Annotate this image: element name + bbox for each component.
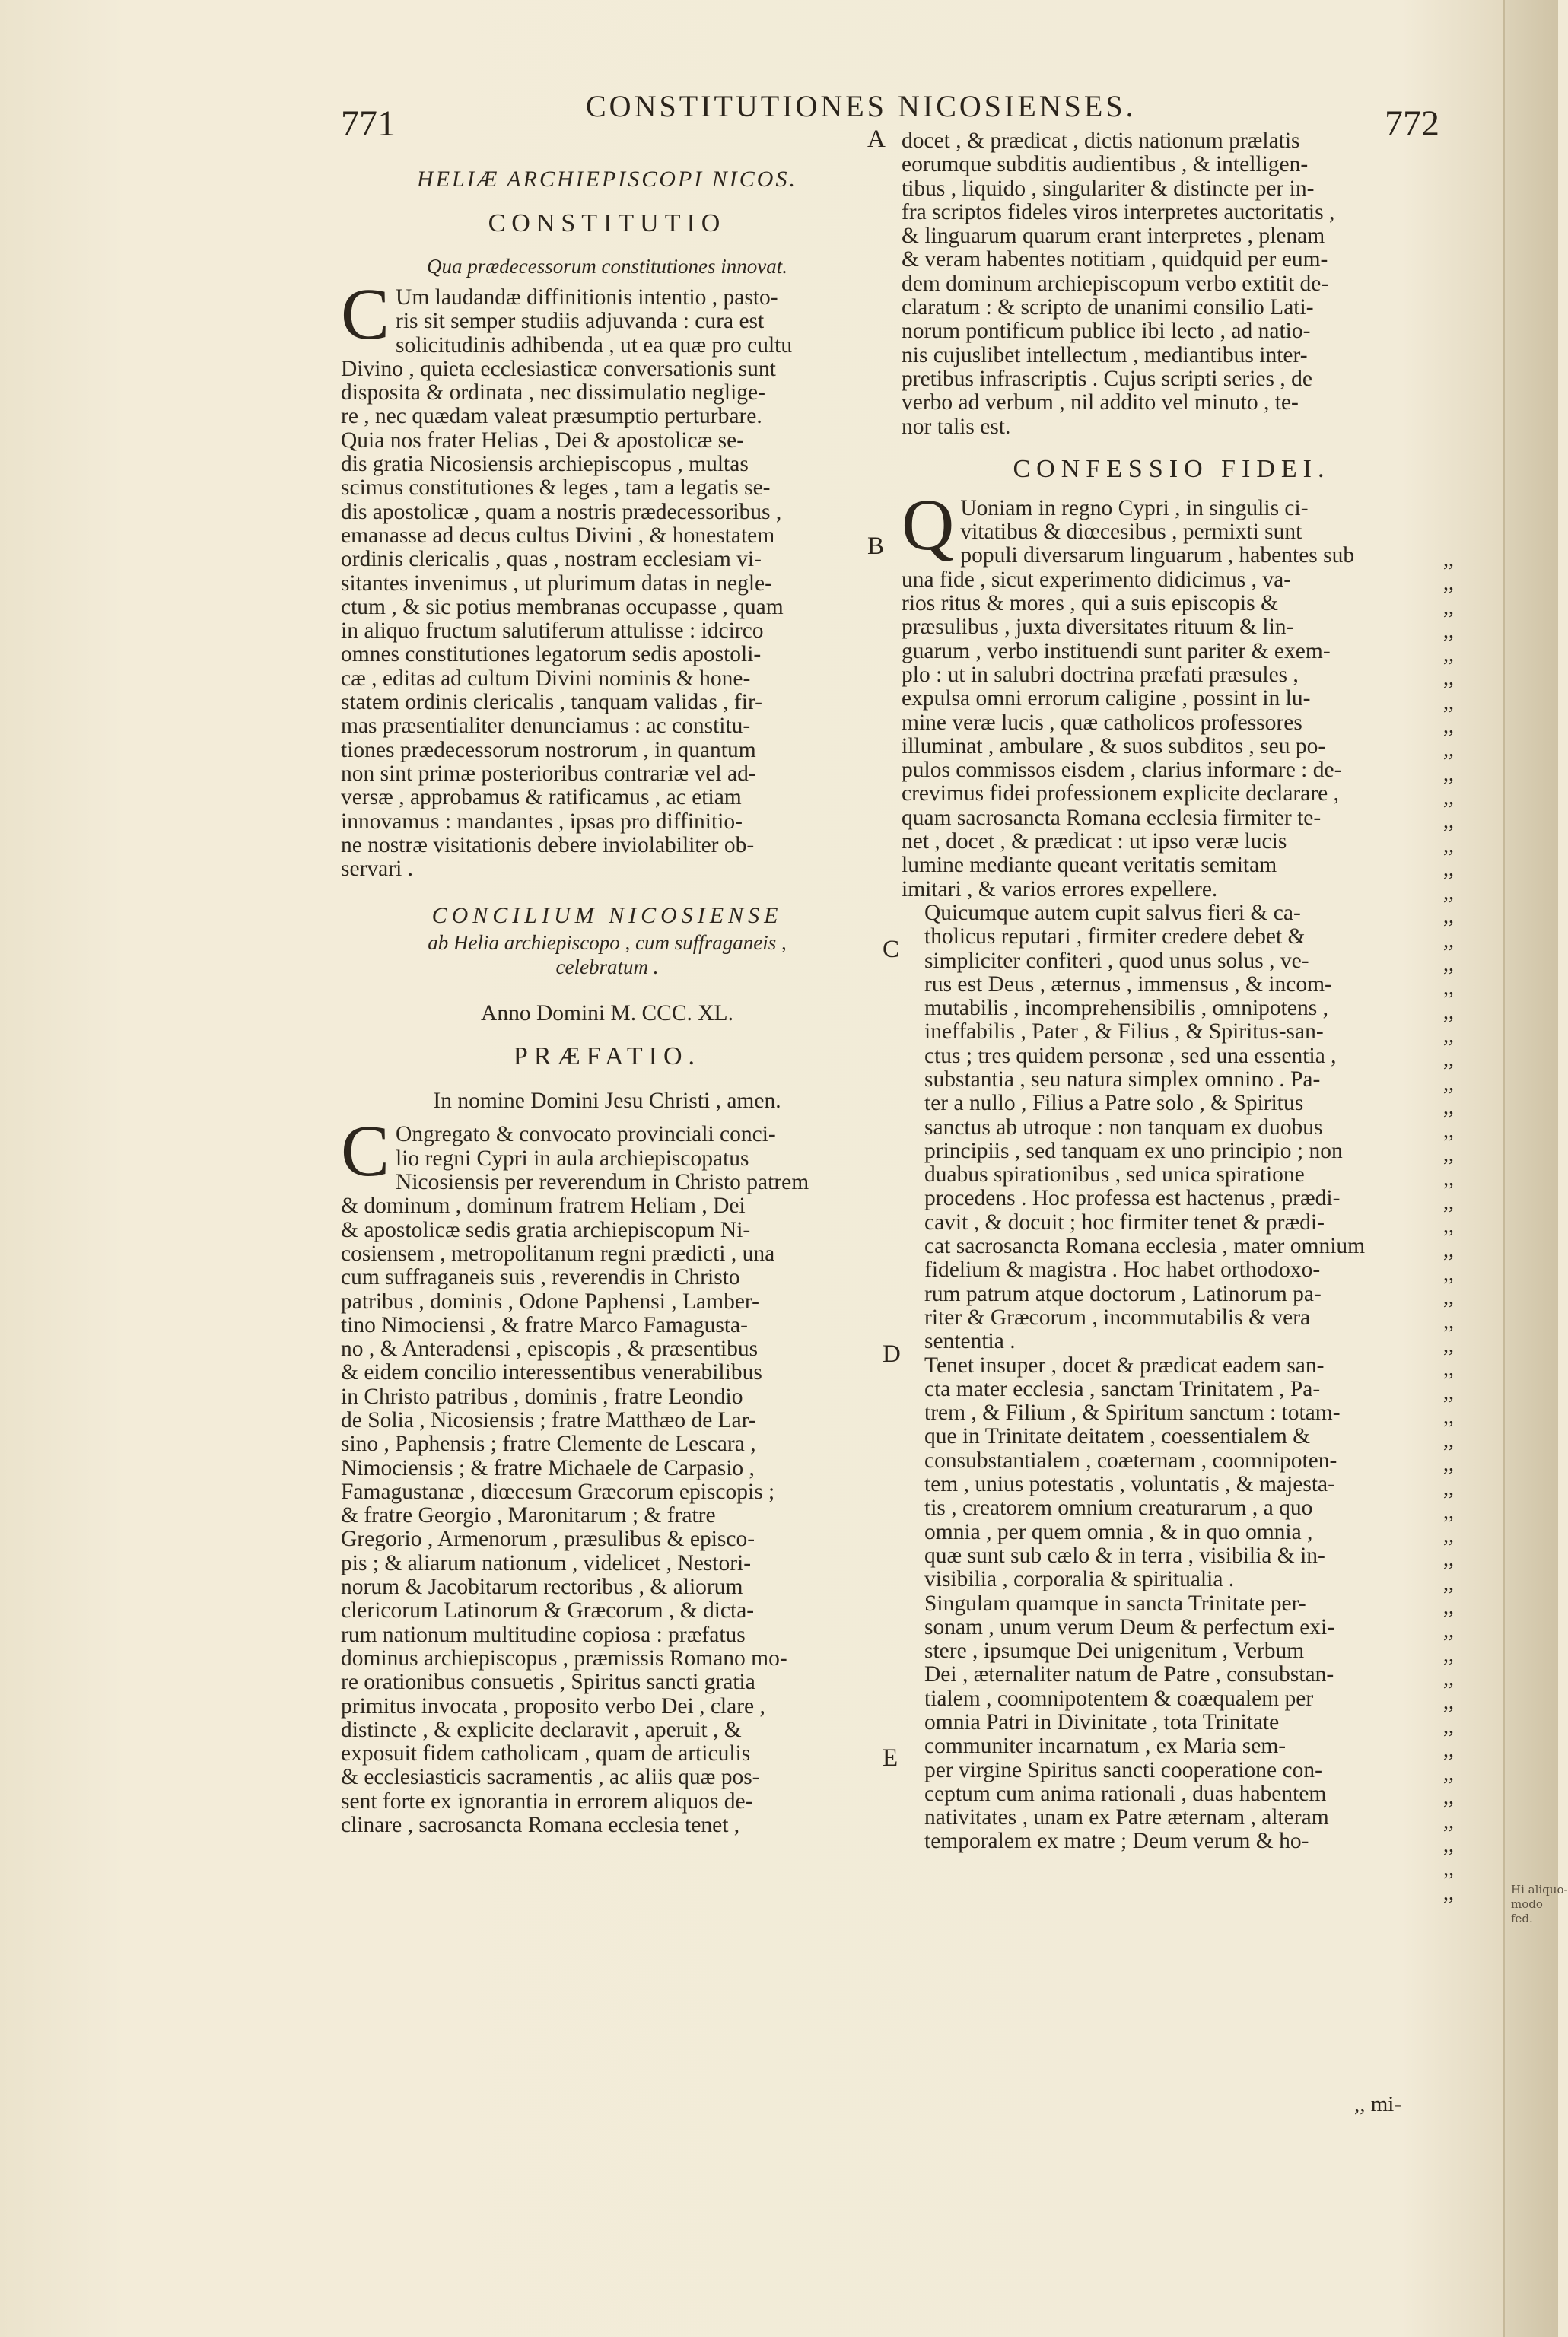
margin-letter-d: D — [883, 1340, 901, 1368]
quote-mark: ,, — [1443, 548, 1454, 571]
quote-mark: ,, — [1443, 1666, 1454, 1690]
concilium-subtitle: ab Helia archiepiscopo , cum suffraganeis , — [428, 931, 787, 955]
quote-mark: ,, — [1443, 1023, 1454, 1048]
text-line: præsulibus , juxta diversitates rituum & lin- — [902, 615, 1294, 640]
text-line: fidelium & magistra . Hoc habet orthodoxo- — [924, 1258, 1321, 1283]
text-line: & fratre Georgio , Maronitarum ; & fratre — [341, 1503, 716, 1528]
quote-mark: ,, — [1443, 1619, 1454, 1643]
text-line: rus est Deus , æternus , immensus , & incom- — [924, 971, 1332, 997]
quote-mark: ,, — [1443, 857, 1454, 881]
text-line: quæ sunt sub cælo & in terra , visibilia & in- — [924, 1543, 1325, 1568]
author-heading: HELIÆ ARCHIEPISCOPI NICOS. — [417, 167, 797, 192]
text-line: emanasse ad decus cultus Divini , & honestatem — [341, 523, 775, 548]
text-line: una fide , sicut experimento didicimus , va- — [902, 567, 1292, 592]
text-line: simpliciter confiteri , quod unus solus , ve- — [924, 948, 1309, 973]
text-line: dis apostolicæ , quam a nostris prædecessoribus , — [341, 499, 782, 524]
quote-mark: ,, — [1443, 1690, 1454, 1715]
text-line: non sint primæ posterioribus contrariæ vel ad- — [341, 761, 756, 786]
text-line: pulos commissos eisdem , clarius informare : de- — [902, 758, 1342, 783]
text-line: scimus constitutiones & leges , tam a legatis se- — [341, 475, 771, 501]
text-line: populi diversarum linguarum , habentes sub — [960, 543, 1355, 568]
text-line: solicitudinis adhibenda , ut ea quæ pro cultu — [396, 332, 793, 358]
text-line: tino Nimociensi , & fratre Marco Famagusta- — [341, 1312, 748, 1337]
text-line: principiis , sed tanquam ex uno principio ; non — [924, 1138, 1343, 1163]
text-line: omnes constitutiones legatorum sedis apostoli- — [341, 642, 762, 667]
text-line: Divino , quieta ecclesiasticæ conversationis sunt — [341, 356, 776, 381]
drop-cap: Q — [902, 483, 955, 565]
quote-mark: ,, — [1443, 1642, 1454, 1667]
text-line: pis ; & aliarum nationum , videlicet , Nestori- — [341, 1550, 752, 1575]
quote-mark: ,, — [1443, 1452, 1454, 1477]
text-line: dominus archiepiscopus , præmissis Romano mo- — [341, 1645, 787, 1671]
text-line: tem , unius potestatis , voluntatis , & majesta- — [924, 1472, 1335, 1497]
quote-mark: ,, — [1443, 1048, 1454, 1072]
quote-mark: ,, — [1443, 905, 1454, 929]
text-line: verbo ad verbum , nil addito vel minuto , te- — [902, 390, 1299, 415]
text-line: cosiensem , metropolitanum regni prædicti , una — [341, 1241, 775, 1266]
text-line: expulsa omni errorum caligine , possint in lu- — [902, 686, 1311, 711]
text-line: re orationibus consuetis , Spiritus sancti gratia — [341, 1670, 755, 1695]
anno-line: Anno Domini M. CCC. XL. — [481, 1001, 733, 1026]
text-line: substantia , seu natura simplex omnino . Pa- — [924, 1067, 1321, 1092]
quote-mark: ,, — [1443, 1166, 1454, 1191]
text-line: in Christo patribus , dominis , fratre Leondio — [341, 1384, 743, 1409]
quote-mark: ,, — [1443, 928, 1454, 952]
text-line: net , docet , & prædicat : ut ipso veræ lucis — [902, 829, 1287, 854]
quote-mark: ,, — [1443, 1143, 1454, 1167]
text-line: Quia nos frater Helias , Dei & apostolicæ se- — [341, 428, 745, 453]
quote-mark: ,, — [1443, 1238, 1454, 1262]
text-line: tholicus reputari , firmiter credere debet & — [924, 924, 1306, 949]
text-line: distincte , & explicite declaravit , aperuit , & — [341, 1717, 742, 1742]
text-line: cta mater ecclesia , sanctam Trinitatem , Pa- — [924, 1376, 1321, 1401]
margin-letter-c: C — [883, 936, 900, 963]
text-line: sitantes invenimus , ut plurimum datas in negle- — [341, 571, 772, 596]
quote-mark: ,, — [1443, 714, 1454, 739]
quote-mark: ,, — [1443, 1809, 1454, 1833]
text-line: innovamus : mandantes , ipsas pro diffinitio- — [341, 809, 743, 834]
text-line: mutabilis , incomprehensibilis , omnipotens , — [924, 996, 1328, 1021]
quote-mark: ,, — [1443, 1071, 1454, 1095]
text-line: Dei , æternaliter natum de Patre , consubstan- — [924, 1662, 1334, 1687]
text-line: crevimus fidei professionem explicite declarare , — [902, 781, 1340, 806]
text-line: in aliquo fructum salutiferum attulisse : idcirco — [341, 618, 764, 644]
quote-mark: ,, — [1443, 833, 1454, 857]
text-line: & eidem concilio interessentibus venerabilibus — [341, 1360, 762, 1385]
text-line: clinare , sacrosancta Romana ecclesia tenet , — [341, 1813, 740, 1838]
text-line: lumine mediante queant veritatis semitam — [902, 853, 1277, 878]
text-line: vitatibus & diœcesibus , permixti sunt — [960, 520, 1302, 545]
text-line: de Solia , Nicosiensis ; fratre Matthæo de Lar- — [341, 1407, 756, 1432]
quote-mark: ,, — [1443, 690, 1454, 714]
text-line: primitus invocata , proposito verbo Dei , clare , — [341, 1693, 765, 1719]
text-line: procedens . Hoc professa est hactenus , prædi- — [924, 1186, 1341, 1211]
text-line: ordinis clericalis , quas , nostram ecclesiam vi- — [341, 547, 762, 572]
text-line: pretibus infrascriptis . Cujus scripti series , de — [902, 366, 1312, 391]
text-line: ceptum cum anima rationali , duas habentem — [924, 1781, 1327, 1806]
right-column — [902, 129, 1442, 1854]
text-line: ne nostræ visitationis debere inviolabiliter ob- — [341, 832, 755, 857]
text-line: guarum , verbo instituendi sunt pariter & exem- — [902, 638, 1331, 663]
text-line: sonam , unum verum Deum & perfectum exi- — [924, 1614, 1335, 1639]
continuation-paragraph — [902, 129, 1442, 439]
text-line: sino , Paphensis ; fratre Clemente de Lescara , — [341, 1432, 756, 1457]
text-line: sententia . — [924, 1329, 1016, 1354]
praefatio-paragraph — [341, 1110, 873, 1838]
confessio-paragraph-2 — [902, 901, 1442, 1354]
text-line: cum suffraganeis suis , reverendis in Christo — [341, 1265, 740, 1290]
text-line: Quicumque autem cupit salvus fieri & ca- — [924, 900, 1301, 925]
text-line: nis cujuslibet intellectum , mediantibus inter- — [902, 342, 1308, 367]
text-line: ctum , & sic potius membranas occupasse , quam — [341, 594, 784, 619]
left-column — [341, 129, 873, 1837]
quote-mark: ,, — [1443, 1000, 1454, 1024]
text-line: tiones prædecessorum nostrorum , in quantum — [341, 737, 756, 762]
quote-mark: ,, — [1443, 809, 1454, 834]
quote-marks-column — [1443, 548, 1454, 1905]
margin-letter-a: A — [867, 126, 886, 153]
quote-mark: ,, — [1443, 1833, 1454, 1858]
text-line: Ongregato & convocato provinciali conci- — [396, 1122, 776, 1147]
text-line: Singulam quamque in sancta Trinitate per- — [924, 1591, 1306, 1616]
quote-mark: ,, — [1443, 1333, 1454, 1357]
text-line: sanctus ab utroque : non tanquam ex duobus — [924, 1114, 1323, 1140]
text-line: no , & Anteradensi , episcopis , & præsentibus — [341, 1337, 759, 1362]
confessio-paragraph-3 — [902, 1354, 1442, 1592]
text-line: ris sit semper studiis adjuvanda : cura est — [396, 309, 765, 334]
constitutio-paragraph — [341, 273, 873, 882]
text-line: consubstantialem , coæternam , coomnipoten- — [924, 1448, 1337, 1473]
quote-mark: ,, — [1443, 1286, 1454, 1310]
text-line: Uoniam in regno Cypri , in singulis ci- — [960, 495, 1309, 520]
quote-mark: ,, — [1443, 1857, 1454, 1881]
text-line: plo : ut in salubri doctrina præfati præsules , — [902, 662, 1299, 687]
text-line: patribus , dominis , Odone Paphensi , Lamber- — [341, 1289, 759, 1314]
text-line: & apostolicæ sedis gratia archiepiscopum Ni- — [341, 1217, 751, 1242]
text-line: per virgine Spiritus sancti cooperatione con- — [924, 1757, 1322, 1782]
quote-mark: ,, — [1443, 1547, 1454, 1572]
edge-note — [1511, 1883, 1568, 1926]
text-line: dem dominum archiepiscopum verbo extitit de- — [902, 271, 1329, 296]
quote-mark: ,, — [1443, 738, 1454, 762]
text-line: ctus ; tres quidem personæ , sed una essentia , — [924, 1043, 1337, 1068]
quote-mark: ,, — [1443, 571, 1454, 596]
quote-mark: ,, — [1443, 1524, 1454, 1548]
quote-mark: ,, — [1443, 1476, 1454, 1500]
drop-cap: C — [341, 273, 390, 355]
quote-mark: ,, — [1443, 643, 1454, 667]
text-line: claratum : & scripto de unanimi consilio Lati- — [902, 295, 1314, 320]
text-line: riter & Græcorum , incommutabilis & vera — [924, 1305, 1311, 1330]
text-line: re , nec quædam valeat præsumptio perturbare. — [341, 404, 762, 429]
text-line: rum patrum atque doctorum , Latinorum pa- — [924, 1281, 1322, 1306]
text-line: & ecclesiasticis sacramentis , ac aliis quæ pos- — [341, 1765, 760, 1790]
quote-mark: ,, — [1443, 1404, 1454, 1429]
quote-mark: ,, — [1443, 1214, 1454, 1238]
quote-mark: ,, — [1443, 1714, 1454, 1738]
quote-mark: ,, — [1443, 666, 1454, 691]
text-line: ter a nullo , Filius a Patre solo , & Spiritus — [924, 1091, 1304, 1116]
quote-mark: ,, — [1443, 618, 1454, 643]
concilium-subtitle: celebratum . — [555, 955, 659, 979]
edge-note-line: Hi aliquo- — [1511, 1883, 1568, 1897]
quote-mark: ,, — [1443, 1571, 1454, 1595]
text-line: tialem , coomnipotentem & coæqualem per — [924, 1686, 1314, 1711]
text-line: mine veræ lucis , quæ catholicos professores — [902, 710, 1302, 735]
text-line: & linguarum quarum erant interpretes , plenam — [902, 224, 1325, 249]
text-line: eorumque subditis audientibus , & intelligen- — [902, 152, 1309, 177]
text-line: statem ordinis clericalis , tanquam validas , fir- — [341, 690, 763, 715]
text-line: stere , ipsumque Dei unigenitum , Verbum — [924, 1639, 1305, 1664]
text-line: servari . — [341, 857, 414, 882]
text-line: communiter incarnatum , ex Maria sem- — [924, 1734, 1287, 1759]
text-line: illuminat , ambulare , & suos subditos , seu po- — [902, 733, 1326, 758]
text-line: disposita & ordinata , nec dissimulatio neglige- — [341, 380, 765, 405]
text-line: quam sacrosancta Romana ecclesia firmiter te- — [902, 805, 1322, 830]
quote-mark: ,, — [1443, 785, 1454, 809]
text-line: dis gratia Nicosiensis archiepiscopus , multas — [341, 452, 749, 477]
text-line: trem , & Filium , & Spiritum sanctum : totam- — [924, 1401, 1341, 1426]
quote-mark: ,, — [1443, 952, 1454, 977]
text-line: Famagustanæ , diœcesum Græcorum episcopis ; — [341, 1479, 775, 1504]
quote-mark: ,, — [1443, 1785, 1454, 1810]
text-line: nor talis est. — [902, 414, 1011, 439]
text-line: rios ritus & mores , qui a suis episcopis & — [902, 591, 1278, 616]
text-line: Nimociensis ; & fratre Michaele de Carpasio , — [341, 1455, 755, 1480]
quote-mark: ,, — [1443, 881, 1454, 905]
text-line: temporalem ex matre ; Deum verum & ho- — [924, 1829, 1309, 1854]
section-subtitle: Qua prædecessorum constitutiones innovat. — [427, 255, 787, 278]
section-title: CONSTITUTIO — [488, 209, 727, 237]
quote-mark: ,, — [1443, 1499, 1454, 1524]
quote-mark: ,, — [1443, 762, 1454, 786]
text-line: cæ , editas ad cultum Divini nominis & hone- — [341, 666, 751, 691]
text-line: mas præsentialiter denunciamus : ac constitu- — [341, 714, 751, 739]
quote-mark: ,, — [1443, 1119, 1454, 1143]
text-line: omnia , per quem omnia , & in quo omnia , — [924, 1519, 1313, 1544]
text-line: imitari , & varios errores expellere. — [902, 876, 1218, 901]
page-number-left: 771 — [341, 103, 396, 144]
text-line: & veram habentes notitiam , quidquid per eum- — [902, 247, 1328, 272]
text-line: que in Trinitate deitatem , coessentialem & — [924, 1424, 1311, 1449]
text-line: docet , & prædicat , dictis nationum prælatis — [902, 129, 1300, 153]
quote-mark: ,, — [1443, 1428, 1454, 1452]
text-line: Gregorio , Armenorum , præsulibus & episco- — [341, 1527, 755, 1552]
text-line: visibilia , corporalia & spiritualia . — [924, 1567, 1235, 1592]
text-line: norum & Jacobitarum rectoribus , & aliorum — [341, 1575, 743, 1600]
text-line: exposuit fidem catholicam , quam de articulis — [341, 1741, 751, 1766]
text-line: sent forte ex ignorantia in errorem aliquos de- — [341, 1789, 753, 1814]
text-line: tis , creatorem omnium creaturarum , a quo — [924, 1496, 1313, 1521]
quote-mark: ,, — [1443, 1762, 1454, 1786]
text-line: fra scriptos fideles viros interpretes auctoritatis , — [902, 199, 1335, 224]
page-number-right: 772 — [1385, 103, 1439, 144]
quote-mark: ,, — [1443, 1381, 1454, 1405]
quote-mark: ,, — [1443, 1881, 1454, 1905]
margin-letter-b: B — [867, 533, 885, 560]
text-line: nativitates , unam ex Patre æternam , alteram — [924, 1805, 1329, 1830]
quote-mark: ,, — [1443, 595, 1454, 619]
text-line: cat sacrosancta Romana ecclesia , mater omnium — [924, 1234, 1366, 1259]
text-line: ineffabilis , Pater , & Filius , & Spiritus-san- — [924, 1019, 1324, 1044]
adjacent-page-edge — [1503, 0, 1568, 2337]
text-line: & dominum , dominum fratrem Heliam , Dei — [341, 1194, 746, 1219]
quote-mark: ,, — [1443, 1261, 1454, 1286]
text-line: rum nationum multitudine copiosa : præfatus — [341, 1622, 746, 1647]
concilium-title: CONCILIUM NICOSIENSE — [431, 903, 783, 929]
confessio-paragraph — [902, 483, 1442, 901]
confessio-paragraph-4 — [902, 1592, 1442, 1854]
text-line: cavit , & docuit ; hoc firmiter tenet & prædi- — [924, 1210, 1325, 1235]
quote-mark: ,, — [1443, 1309, 1454, 1334]
text-line: versæ , approbamus & ratificamus , ac etiam — [341, 785, 742, 810]
edge-note-line: fed. — [1511, 1912, 1533, 1925]
text-line: clericorum Latinorum & Græcorum , & dicta- — [341, 1598, 755, 1623]
edge-note-line: modo — [1511, 1897, 1543, 1911]
text-line: Tenet insuper , docet & prædicat eadem san- — [924, 1353, 1325, 1378]
quote-mark: ,, — [1443, 1738, 1454, 1762]
text-line: norum pontificum publice ibi lecto , ad natio- — [902, 319, 1311, 344]
text-line: Um laudandæ diffinitionis intentio , pasto- — [396, 285, 778, 310]
confessio-title: CONFESSIO FIDEI. — [1013, 454, 1331, 483]
catchword: ,, mi- — [1354, 2092, 1402, 2116]
text-line: tibus , liquido , singulariter & distincte per in- — [902, 176, 1315, 201]
invocation-line: In nomine Domini Jesu Christi , amen. — [433, 1089, 781, 1114]
quote-mark: ,, — [1443, 1357, 1454, 1382]
quote-mark: ,, — [1443, 1595, 1454, 1620]
text-line: omnia Patri in Divinitate , tota Trinitate — [924, 1710, 1280, 1734]
text-line: Nicosiensis per reverendum in Christo patrem — [396, 1170, 809, 1195]
quote-mark: ,, — [1443, 976, 1454, 1000]
praefatio-title: PRÆFATIO. — [513, 1042, 701, 1071]
quote-mark: ,, — [1443, 1095, 1454, 1119]
margin-letter-e: E — [883, 1744, 898, 1772]
drop-cap: C — [341, 1110, 390, 1192]
running-head: CONSTITUTIONES NICOSIENSES. — [586, 89, 1137, 123]
text-line: lio regni Cypri in aula archiepiscopatus — [396, 1146, 749, 1171]
text-line: duabus spirationibus , sed unica spiratione — [924, 1162, 1305, 1188]
quote-mark: ,, — [1443, 1191, 1454, 1215]
